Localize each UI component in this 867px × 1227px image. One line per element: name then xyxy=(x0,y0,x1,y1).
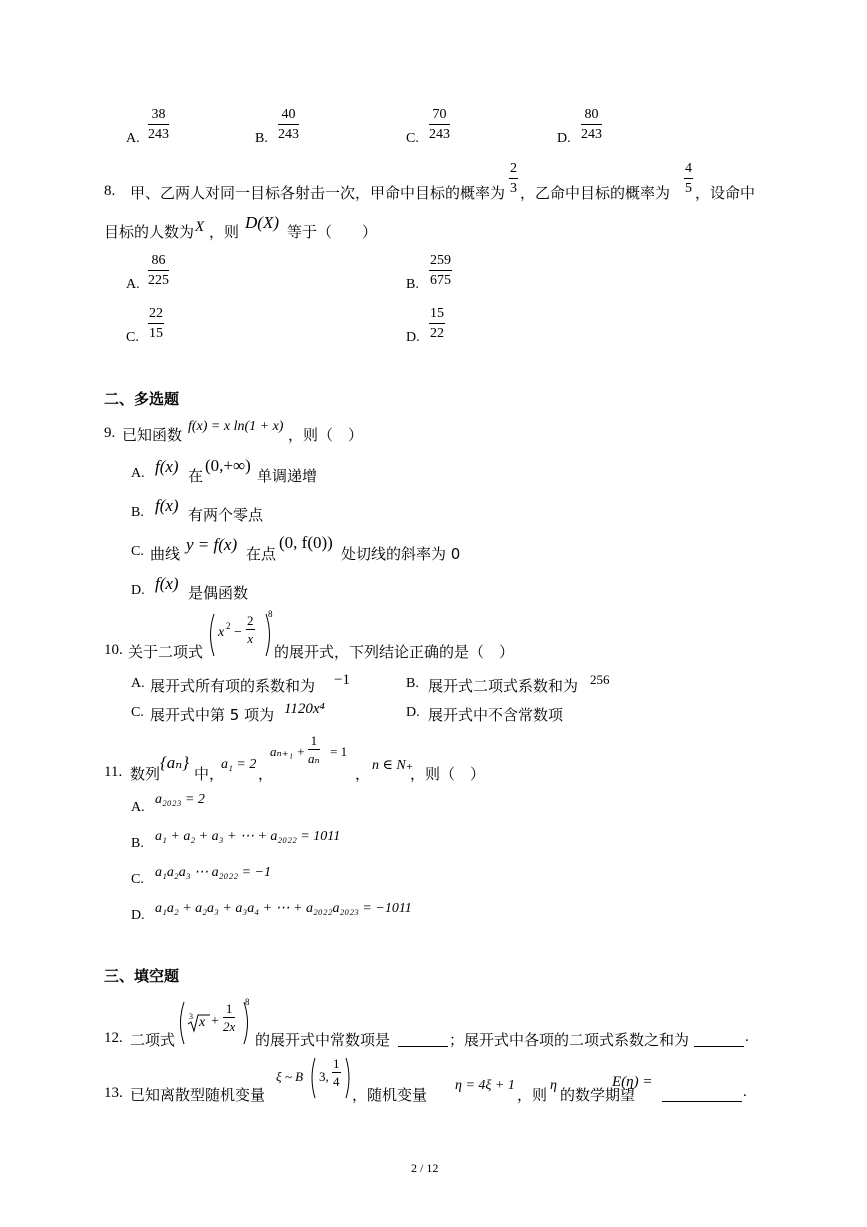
q10-expr-minus: − xyxy=(234,625,242,640)
q8-option-a-fraction: $\frac{86}{225}$ xyxy=(148,253,169,288)
q9-option-c-math-2: (0, f(0)) xyxy=(279,533,333,552)
q9-option-d-math-1: f(x) xyxy=(155,574,179,593)
q10-option-d-label: D. xyxy=(406,705,420,720)
q10-option-c-text: 展开式中第 5 项为 xyxy=(150,706,275,724)
q7-option-d-label: D. xyxy=(557,131,571,146)
q9-number: 9. xyxy=(104,425,116,441)
q11-cond-2-fraction: $\frac{1}{\text{aₙ}}$ xyxy=(308,733,320,766)
q10-option-d-text: 展开式中不含常数项 xyxy=(428,706,564,724)
q12-text-a: 二项式 xyxy=(130,1031,176,1049)
q13-dist-n: 3, xyxy=(319,1069,329,1084)
q12-power: 8 xyxy=(245,997,250,1007)
q13-text-d: 的数学期望 xyxy=(560,1086,636,1104)
q8-line2-b: ，则 xyxy=(209,223,240,241)
q11-cond-2-right: = 1 xyxy=(330,744,348,759)
q10-option-a-text: 展开式所有项的系数和为 xyxy=(150,677,316,695)
q8-number: 8. xyxy=(104,183,116,199)
q9-option-a-text-2: 单调递增 xyxy=(257,467,318,485)
q9-option-c-text-0: 曲线 xyxy=(150,545,181,563)
q10-text-a: 关于二项式 xyxy=(128,643,204,661)
q12-number: 12. xyxy=(104,1030,123,1046)
q11-number: 11. xyxy=(104,764,123,780)
q11-option-b-math: a₁ + a₂ + a₃ + ⋯ + a₂₀₂₂ = 1011 xyxy=(155,829,341,844)
q8-option-b-label: B. xyxy=(406,277,419,292)
q10-number: 10. xyxy=(104,642,123,658)
q10-expr-exp: 2 xyxy=(226,621,231,631)
q8-line2-a: 目标的人数为 xyxy=(104,223,195,241)
q8-text-1: 甲、乙两人对同一目标各射击一次，甲命中目标的概率为 xyxy=(130,184,506,202)
q12-text-c: ；展开式中各项的二项式系数之和为 xyxy=(449,1031,690,1049)
q11-sep-1: ， xyxy=(258,765,274,783)
q10-expr-fraction: $\frac{2}{x}$ xyxy=(247,613,254,646)
q9-option-c-text-2: 处切线的斜率为 0 xyxy=(341,545,461,563)
q11-cond-1: a₁ = 2 xyxy=(221,757,257,772)
section-3-title: 三、填空题 xyxy=(104,967,180,985)
q11-option-b-label: B. xyxy=(131,836,144,851)
q11-option-a-label: A. xyxy=(131,800,145,815)
q10-option-a-math: −1 xyxy=(334,672,350,688)
q10-option-b-text: 展开式二项式系数和为 xyxy=(428,677,579,695)
q11-option-c-label: C. xyxy=(131,872,144,887)
q13-dist-left: ξ ~ B xyxy=(276,1069,304,1084)
q9-option-b-label: B. xyxy=(131,505,144,520)
q11-text-b: 中， xyxy=(194,765,225,783)
q9-option-b-text-1: 有两个零点 xyxy=(188,506,264,524)
q8-option-b-fraction: $\frac{259}{675}$ xyxy=(430,253,451,288)
q8-line2-c: 等于（ ） xyxy=(287,223,378,241)
q12-root-x: x xyxy=(199,1015,206,1030)
q9-option-c-math-1: y = f(x) xyxy=(186,535,238,554)
q13-dist-p: $\frac{1}{4}$ xyxy=(333,1056,340,1089)
q9-option-b-math-1: f(x) xyxy=(155,496,179,515)
q12-answer-blank-1[interactable] xyxy=(398,1031,448,1047)
q11-option-c-math: a₁a₂a₃ ⋯ a₂₀₂₂ = −1 xyxy=(155,865,271,880)
q9-option-a-label: A. xyxy=(131,466,145,481)
q12-fraction: $\frac{1}{2x}$ xyxy=(223,1001,236,1034)
page-number: 2 / 12 xyxy=(411,1161,439,1175)
q11-text-a: 数列 xyxy=(130,765,161,783)
q9-func: f(x) = x ln(1 + x) xyxy=(188,419,284,434)
q13-number: 13. xyxy=(104,1085,123,1101)
q10-option-c-label: C. xyxy=(131,705,144,720)
q9-text-b: ，则（ ） xyxy=(288,426,364,444)
section-2-title: 二、多选题 xyxy=(104,390,180,408)
q7-option-b-fraction: $\frac{40}{243}$ xyxy=(278,107,299,142)
q10-option-b-math: 256 xyxy=(590,672,610,687)
q11-sep-2: ， xyxy=(355,765,371,783)
q13-dist-params xyxy=(310,1056,352,1100)
q8-text-2: ，乙命中目标的概率为 xyxy=(520,184,671,202)
q8-dx: D(X) xyxy=(245,213,279,232)
q9-option-d-label: D. xyxy=(131,583,145,598)
q9-option-a-math-1: f(x) xyxy=(155,457,179,476)
q13-parentheses xyxy=(310,1056,352,1100)
q9-option-d-text-1: 是偶函数 xyxy=(188,584,249,602)
q9-option-a-math-2: (0,+∞) xyxy=(205,456,251,475)
q8-prob-1: $\frac{2}{3}$ xyxy=(510,161,517,196)
q7-option-d-fraction: $\frac{80}{243}$ xyxy=(581,107,602,142)
q10-option-a-label: A. xyxy=(131,676,145,691)
q10-binomial-expression xyxy=(208,612,272,658)
q9-option-c-label: C. xyxy=(131,544,144,559)
q8-option-c-fraction: $\frac{22}{15}$ xyxy=(149,306,163,341)
q13-answer-blank[interactable] xyxy=(662,1086,742,1102)
q7-option-a-label: A. xyxy=(126,131,140,146)
q13-text-a: 已知离散型随机变量 xyxy=(130,1086,266,1104)
q8-option-a-label: A. xyxy=(126,277,140,292)
q11-option-d-label: D. xyxy=(131,908,145,923)
q7-option-c-fraction: $\frac{70}{243}$ xyxy=(429,107,450,142)
q11-cond-2-left: aₙ₊₁ + xyxy=(270,744,306,759)
q7-option-c-label: C. xyxy=(406,131,419,146)
q12-answer-blank-2[interactable] xyxy=(694,1031,744,1047)
q10-expr-x: x xyxy=(218,625,225,640)
q13-eta-def: η = 4ξ + 1 xyxy=(455,1078,515,1093)
q8-option-c-label: C. xyxy=(126,330,139,345)
q13-text-c: ，则 xyxy=(517,1086,548,1104)
q10-option-c-math: 1120x⁴ xyxy=(284,701,325,717)
q11-cond-3: n ∈ N₊ xyxy=(372,758,414,773)
q11-seq: {aₙ} xyxy=(160,753,189,772)
q11-text-c: ，则（ ） xyxy=(410,765,486,783)
q13-e-eta: E(η) = xyxy=(612,1074,653,1090)
q8-prob-2: $\frac{4}{5}$ xyxy=(685,161,692,196)
q9-option-c-text-1: 在点 xyxy=(246,545,277,563)
q8-option-d-fraction: $\frac{15}{22}$ xyxy=(430,306,444,341)
q7-option-a-fraction: $\frac{38}{243}$ xyxy=(148,107,169,142)
q8-option-d-label: D. xyxy=(406,330,420,345)
q11-option-d-math: a₁a₂ + a₂a₃ + a₃a₄ + ⋯ + a₂₀₂₂a₂₀₂₃ = −1011 xyxy=(155,901,412,916)
q12-binomial-expression xyxy=(178,1000,250,1046)
q9-text-a: 已知函数 xyxy=(122,426,183,444)
q12-plus: + xyxy=(211,1014,219,1029)
q10-text-b: 的展开式，下列结论正确的是（ ） xyxy=(274,643,515,661)
q10-option-b-label: B. xyxy=(406,676,419,691)
q10-expr-power: 8 xyxy=(268,609,273,619)
q12-root-index: 3 xyxy=(189,1012,193,1021)
q13-text-e: . xyxy=(743,1084,747,1100)
q11-option-a-math: a₂₀₂₃ = 2 xyxy=(155,792,205,807)
q13-text-b: ，随机变量 xyxy=(352,1086,428,1104)
q12-text-d: . xyxy=(745,1029,749,1045)
q8-var-x: X xyxy=(195,219,205,235)
q9-option-a-text-1: 在 xyxy=(188,467,204,485)
q13-eta: η xyxy=(550,1078,557,1093)
q12-text-b: 的展开式中常数项是 xyxy=(255,1031,391,1049)
q8-text-3: ，设命中 xyxy=(695,184,756,202)
q7-option-b-label: B. xyxy=(255,131,268,146)
